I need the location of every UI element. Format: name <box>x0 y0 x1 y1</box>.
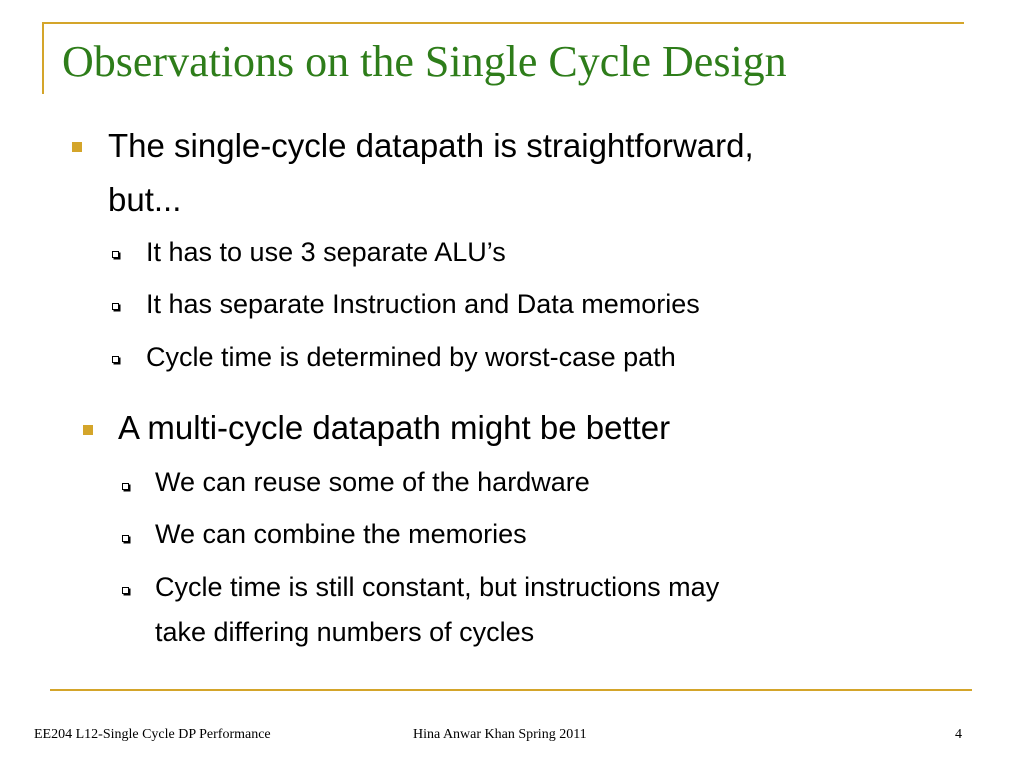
bullet-square-icon <box>72 142 82 152</box>
bullet-2-line-1: A multi-cycle datapath might be better <box>118 409 671 446</box>
bottom-divider <box>50 689 972 691</box>
sub-bullet-1-3: Cycle time is determined by worst-case path <box>146 342 676 372</box>
sub-bullet-icon <box>112 251 119 258</box>
sub-bullet-2-3-line-2: take differing numbers of cycles <box>155 617 535 647</box>
sub-bullet-icon <box>122 587 129 594</box>
sub-bullet-icon <box>122 483 129 490</box>
sub-bullet-1-2: It has separate Instruction and Data memories <box>146 289 700 319</box>
sub-bullet-icon <box>122 535 129 542</box>
bullet-square-icon <box>83 425 93 435</box>
top-divider <box>42 22 964 24</box>
footer-course: EE204 L12-Single Cycle DP Performance <box>34 727 271 742</box>
sub-bullet-2-2: We can combine the memories <box>155 519 527 549</box>
slide-title: Observations on the Single Cycle Design <box>62 37 787 86</box>
sub-bullet-2-3-line-1: Cycle time is still constant, but instructions may <box>155 572 720 602</box>
bullet-1-line-1: The single-cycle datapath is straightforward, <box>108 127 754 164</box>
footer-page-number: 4 <box>955 727 962 742</box>
sub-bullet-icon <box>112 356 119 363</box>
sub-bullet-2-1: We can reuse some of the hardware <box>155 467 590 497</box>
sub-bullet-1-1: It has to use 3 separate ALU’s <box>146 237 506 267</box>
sub-bullet-icon <box>112 303 119 310</box>
footer-author: Hina Anwar Khan Spring 2011 <box>413 727 587 742</box>
bullet-1-line-2: but... <box>108 181 182 218</box>
title-side-rule <box>42 22 44 94</box>
